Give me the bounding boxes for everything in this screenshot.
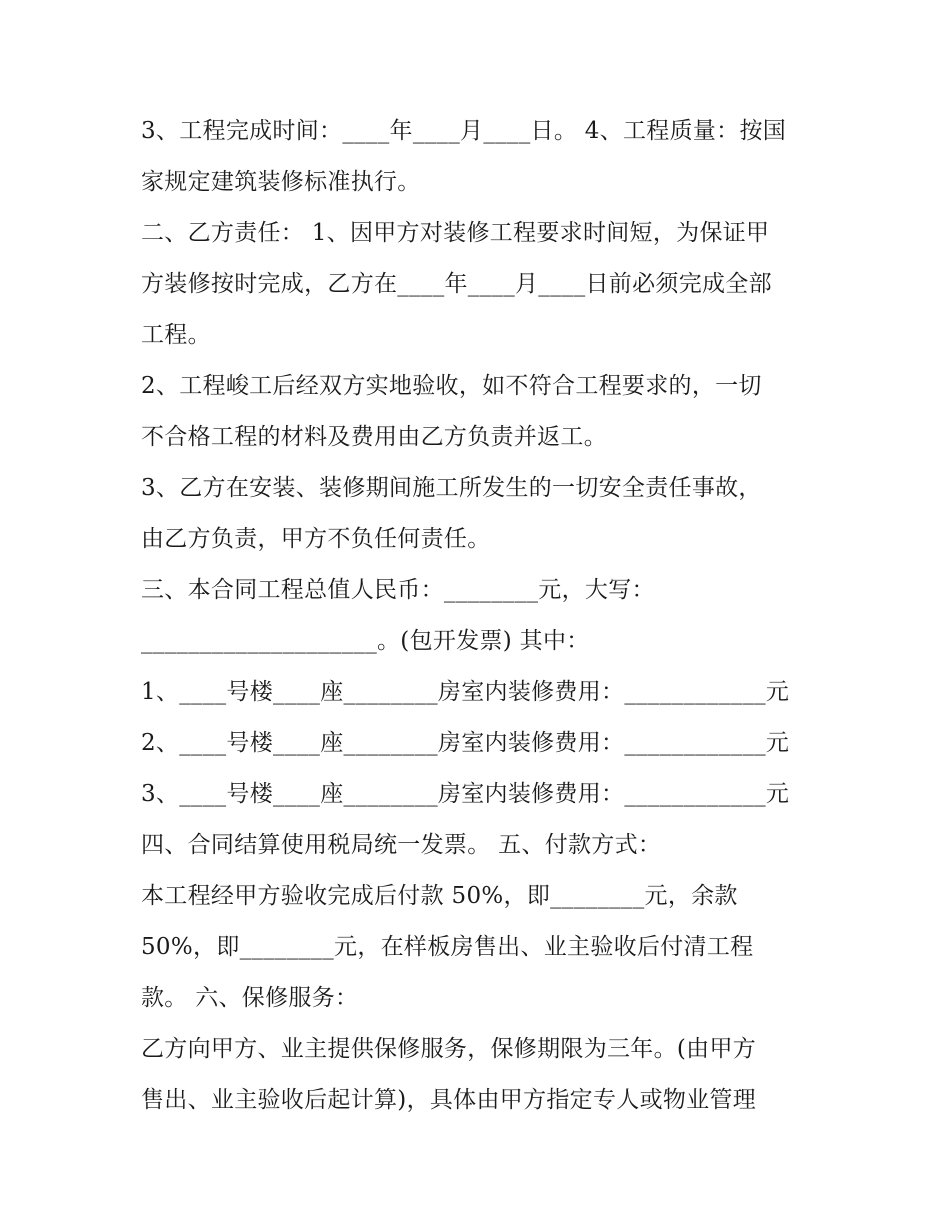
text-line: 本工程经甲方验收完成后付款 50%，即________元，余款: [141, 883, 738, 909]
text-line: 售出、业主验收后起计算)，具体由甲方指定专人或物业管理: [141, 1087, 757, 1113]
text-line: 3、____号楼____座________房室内装修费用：____________元: [141, 781, 790, 807]
text-line: 2、____号楼____座________房室内装修费用：____________元: [141, 730, 790, 756]
text-line: 由乙方负责，甲方不负任何责任。: [141, 526, 491, 552]
text-line: 2、工程峻工后经双方实地验收，如不符合工程要求的，一切: [141, 373, 762, 399]
text-line: 不合格工程的材料及费用由乙方负责并返工。: [141, 424, 607, 450]
text-line: 3、乙方在安装、装修期间施工所发生的一切安全责任事故，: [141, 475, 762, 501]
text-line: 乙方向甲方、业主提供保修服务，保修期限为三年。(由甲方: [141, 1036, 757, 1062]
text-line: 工程。: [141, 322, 211, 348]
text-line: 二、乙方责任： 1、因甲方对装修工程要求时间短，为保证甲: [141, 220, 770, 246]
text-line: 家规定建筑装修标准执行。: [141, 169, 421, 195]
text-line: 1、____号楼____座________房室内装修费用：____________元: [141, 679, 790, 705]
text-line: 方装修按时完成，乙方在____年____月____日前必须完成全部: [141, 271, 772, 297]
text-line: 四、合同结算使用税局统一发票。 五、付款方式：: [141, 832, 662, 858]
document-body: [141, 106, 811, 1126]
text-line: ____________________。(包开发票) 其中：: [141, 628, 590, 654]
text-line: 三、本合同工程总值人民币：________元，大写：: [141, 577, 655, 603]
text-line: 款。 六、保修服务：: [141, 985, 359, 1011]
text-line: 50%，即________元，在样板房售出、业主验收后付清工程: [141, 934, 754, 960]
text-line: 3、工程完成时间：____年____月____日。 4、工程质量：按国: [141, 118, 787, 144]
